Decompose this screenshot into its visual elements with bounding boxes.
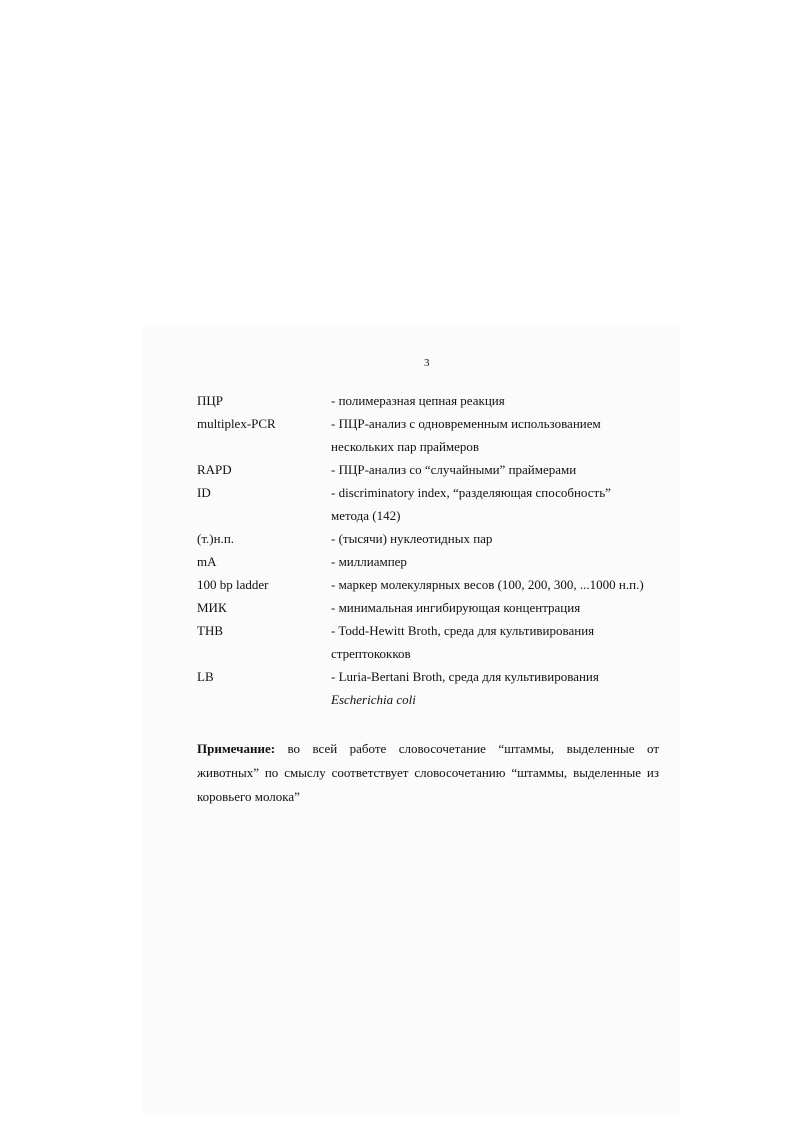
abbreviation-definition xyxy=(331,389,677,412)
abbreviation-row xyxy=(197,573,677,596)
abbreviation-term: ПЦР xyxy=(197,393,224,408)
definition-line: - минимальная ингибирующая концентрация xyxy=(331,600,581,615)
abbreviation-row xyxy=(197,458,677,481)
definition-line: - discriminatory index, “разделяющая способность” xyxy=(331,485,611,500)
abbreviation-row xyxy=(197,412,677,458)
abbreviation-row xyxy=(197,665,677,711)
definition-line: - (тысячи) нуклеотидных пар xyxy=(331,531,493,546)
definition-line: - ПЦР-анализ с одновременным использованием xyxy=(331,416,601,431)
definition-line: - маркер молекулярных весов (100, 200, 300, ...1000 н.п.) xyxy=(331,577,644,592)
abbreviation-row xyxy=(197,619,677,665)
abbreviation-definition xyxy=(331,458,677,481)
abbreviation-term: (т.)н.п. xyxy=(197,531,235,546)
abbreviation-definition xyxy=(331,573,677,596)
abbreviation-term: 100 bp ladder xyxy=(197,577,269,592)
definition-line: - Luria-Bertani Broth, среда для культивирования xyxy=(331,669,599,684)
abbreviation-row xyxy=(197,527,677,550)
abbreviation-term: multiplex-PCR xyxy=(197,416,276,431)
abbreviation-definition xyxy=(331,619,677,665)
abbreviation-term: ID xyxy=(197,485,211,500)
abbreviation-definition xyxy=(331,412,677,458)
abbreviation-definition xyxy=(331,550,677,573)
note-text: во всей работе словосочетание “штаммы, выделенные от животных” по смыслу соответствует словосочетанию “штаммы, выделенные из коровьего молока” xyxy=(197,741,660,804)
definition-line: нескольких пар праймеров xyxy=(331,439,480,454)
definition-line: - ПЦР-анализ со “случайными” праймерами xyxy=(331,462,577,477)
abbreviation-row xyxy=(197,481,677,527)
note-paragraph xyxy=(197,737,659,809)
definition-line: метода (142) xyxy=(331,508,401,523)
definition-line: - полимеразная цепная реакция xyxy=(331,393,505,408)
definition-line: - миллиампер xyxy=(331,554,407,569)
abbreviation-row xyxy=(197,596,677,619)
abbreviation-term: mA xyxy=(197,554,217,569)
abbreviation-definition xyxy=(331,481,677,527)
abbreviation-term: THB xyxy=(197,623,223,638)
abbreviation-term: МИК xyxy=(197,600,227,615)
abbreviation-definition xyxy=(331,665,677,711)
abbreviation-row xyxy=(197,389,677,412)
definition-line: стрептококков xyxy=(331,646,411,661)
abbreviation-term: LB xyxy=(197,669,214,684)
definition-line: - Todd-Hewitt Broth, среда для культивирования xyxy=(331,623,595,638)
page-number: 3 xyxy=(424,357,430,369)
abbreviation-list xyxy=(197,389,677,711)
note-label: Примечание: xyxy=(197,741,276,756)
abbreviation-row xyxy=(197,550,677,573)
abbreviation-definition xyxy=(331,596,677,619)
abbreviation-term: RAPD xyxy=(197,462,232,477)
definition-line-species: Escherichia coli xyxy=(331,692,416,707)
abbreviation-definition xyxy=(331,527,677,550)
